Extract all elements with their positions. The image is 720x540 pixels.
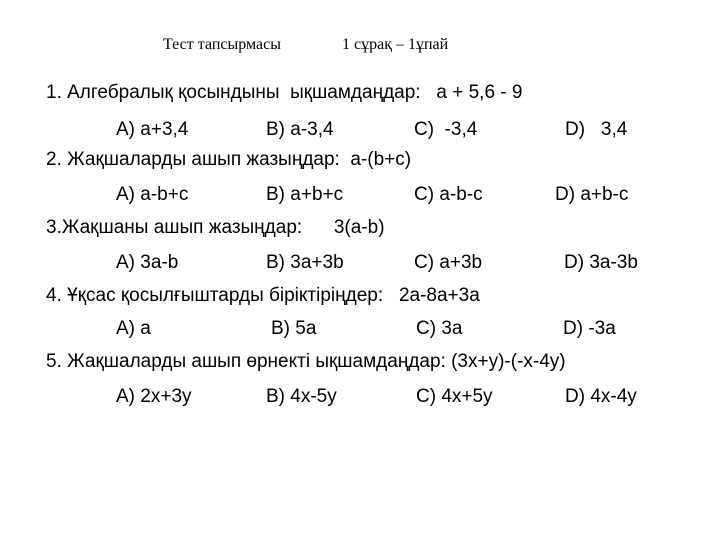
question-5-option-c: С) 4x+5y bbox=[416, 386, 493, 407]
question-3: 3.Жақшаны ашып жазыңдар: 3(a-b) bbox=[46, 217, 385, 238]
question-2-option-d: D) a+b-c bbox=[555, 184, 629, 205]
question-1-option-b: В) а-3,4 bbox=[266, 119, 334, 140]
scoring-note: 1 сұрақ – 1ұпай bbox=[342, 36, 449, 53]
question-1-option-a: А) а+3,4 bbox=[116, 119, 189, 140]
question-4-option-b: В) 5a bbox=[271, 318, 317, 339]
question-2-option-a: А) a-b+c bbox=[116, 184, 189, 205]
question-4: 4. Ұқсас қосылғыштарды біріктіріңдер: 2a-8a+3a bbox=[46, 285, 480, 306]
question-1-option-c: С) -3,4 bbox=[414, 119, 478, 140]
question-2-option-b: В) a+b+c bbox=[266, 184, 344, 205]
question-1-option-d: D) 3,4 bbox=[565, 119, 628, 140]
question-5-option-a: А) 2x+3y bbox=[116, 386, 192, 407]
question-5-option-d: D) 4x-4y bbox=[565, 386, 637, 407]
question-2: 2. Жақшаларды ашып жазыңдар: а-(b+c) bbox=[46, 149, 412, 170]
question-3-option-a: А) 3a-b bbox=[116, 252, 179, 273]
question-3-option-c: С) a+3b bbox=[414, 252, 483, 273]
question-5-option-b: В) 4x-5y bbox=[266, 386, 337, 407]
question-4-option-c: С) 3a bbox=[416, 318, 463, 339]
question-4-option-d: D) -3a bbox=[563, 318, 616, 339]
question-5: 5. Жақшаларды ашып өрнекті ықшамдаңдар: (3x+y)-(-x-4y) bbox=[46, 351, 566, 372]
question-3-option-b: В) 3a+3b bbox=[266, 252, 344, 273]
question-4-option-a: А) a bbox=[116, 318, 151, 339]
test-title: Тест тапсырмасы bbox=[163, 36, 281, 53]
question-3-option-d: D) 3a-3b bbox=[564, 252, 638, 273]
question-1: 1. Алгебралық қосындыны ықшамдаңдар: а + 5,6 - 9 bbox=[46, 82, 523, 103]
question-2-option-c: С) a-b-c bbox=[414, 184, 483, 205]
